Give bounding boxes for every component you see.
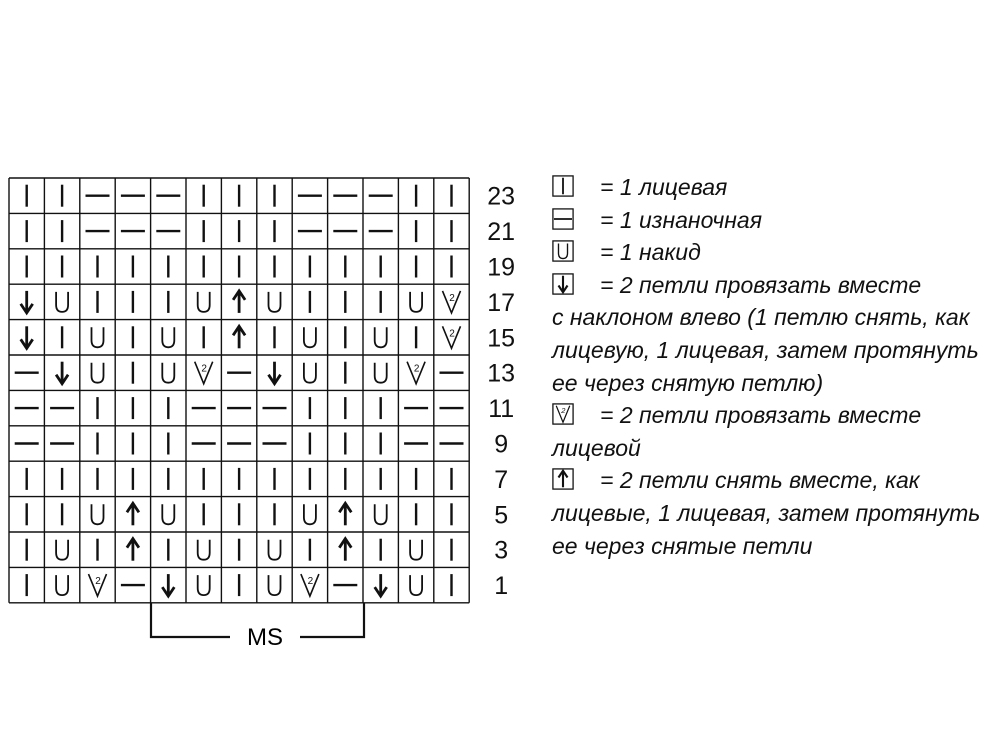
cell-symbol-yo	[198, 540, 210, 560]
cell-symbol-yo	[162, 327, 174, 347]
row-number-label: 19	[487, 253, 516, 282]
legend-symbol-k2tog-icon	[552, 403, 574, 425]
cell-symbol-ssk	[21, 291, 33, 313]
row-number-label: 23	[487, 182, 516, 211]
row-number-label: 21	[487, 218, 516, 247]
legend-continuation-text: ее через снятую петлю)	[552, 369, 824, 396]
svg-text:2: 2	[95, 576, 101, 588]
cell-symbol-yo	[269, 292, 281, 312]
cell-symbol-k2tog	[443, 291, 461, 313]
repeat-bracket-line-right	[300, 603, 364, 637]
svg-text:2: 2	[307, 576, 314, 588]
legend-continuation-text: с наклоном влево (1 петлю снять, как	[552, 304, 970, 331]
cell-symbol-k2tog	[443, 326, 461, 348]
svg-text:2: 2	[449, 328, 455, 340]
cell-symbol-yo	[304, 504, 316, 524]
row-number-label: 13	[487, 359, 516, 388]
svg-text:2: 2	[561, 406, 566, 416]
cell-symbol-ssk	[21, 326, 33, 348]
row-number-label: 11	[488, 395, 515, 424]
cell-symbol-k2tog	[407, 362, 425, 384]
legend-text: = 2 петли провязать вместе	[600, 271, 922, 298]
cell-symbol-ssk	[269, 362, 281, 384]
repeat-label: MS	[247, 624, 283, 651]
cell-symbol-yo	[92, 363, 104, 383]
cell-symbol-yo	[304, 327, 316, 347]
cell-symbol-cdd	[339, 503, 351, 525]
legend-symbol-cdd-icon	[552, 468, 574, 490]
row-number-label: 17	[487, 288, 516, 317]
cell-symbol-ssk	[56, 362, 68, 384]
cell-symbol-yo	[375, 327, 387, 347]
cell-symbol-yo	[198, 575, 210, 595]
cell-symbol-yo	[375, 504, 387, 524]
cell-symbol-cdd	[339, 539, 351, 561]
legend-symbol-ssk-icon	[552, 273, 574, 295]
cell-symbol-cdd	[127, 503, 139, 525]
cell-symbol-yo	[56, 292, 68, 312]
legend-continuation-text: ее через снятые петли	[552, 532, 813, 559]
cell-symbol-yo	[269, 540, 281, 560]
legend-symbol-yo-icon	[552, 240, 574, 262]
row-number-label: 7	[494, 465, 509, 494]
cell-symbol-yo	[410, 575, 422, 595]
cell-symbol-k2tog	[89, 574, 107, 596]
cell-symbol-yo	[56, 575, 68, 595]
legend-text: = 2 петли провязать вместе	[600, 402, 922, 429]
legend-continuation-text: лицевую, 1 лицевая, затем протянуть	[552, 337, 979, 363]
row-number-label: 5	[494, 501, 509, 530]
legend-text: = 1 изнаночная	[600, 206, 762, 233]
cell-symbol-cdd	[233, 326, 245, 348]
legend-symbol-k-icon	[552, 175, 574, 197]
cell-symbol-yo	[375, 363, 387, 383]
repeat-bracket	[151, 603, 364, 651]
row-number-label: 1	[494, 572, 509, 601]
cell-symbol-yo	[304, 363, 316, 383]
cell-symbol-k2tog	[301, 574, 319, 596]
cell-symbol-ssk	[162, 574, 174, 596]
cell-symbol-k2tog	[195, 362, 213, 384]
legend-text: = 2 петли снять вместе, как	[600, 467, 920, 494]
row-number-label: 3	[494, 536, 509, 565]
repeat-bracket-line-left	[151, 603, 230, 637]
legend-text: = 1 накид	[600, 239, 701, 266]
legend-text: = 1 лицевая	[600, 174, 728, 200]
row-number-label: 15	[487, 324, 516, 353]
legend-continuation-text: лицевой	[552, 434, 641, 461]
row-number-label: 9	[494, 430, 509, 459]
legend-symbol-p-icon	[552, 208, 574, 230]
cell-symbol-yo	[162, 504, 174, 524]
svg-text:2: 2	[413, 363, 420, 375]
cell-symbol-ssk	[375, 574, 387, 596]
cell-symbol-cdd	[127, 539, 139, 561]
cell-symbol-yo	[410, 292, 422, 312]
svg-text:2: 2	[449, 292, 455, 304]
cell-symbol-yo	[198, 292, 210, 312]
cell-symbol-yo	[410, 540, 422, 560]
row-number-labels	[487, 183, 515, 600]
svg-text:2: 2	[201, 363, 207, 375]
cell-symbol-cdd	[233, 291, 245, 313]
cell-symbol-yo	[162, 363, 174, 383]
cell-symbol-yo	[92, 327, 104, 347]
cell-symbol-yo	[269, 575, 281, 595]
legend-continuation-text: лицевые, 1 лицевая, затем протянуть	[552, 500, 981, 526]
cell-symbol-yo	[92, 504, 104, 524]
cell-symbol-yo	[56, 540, 68, 560]
